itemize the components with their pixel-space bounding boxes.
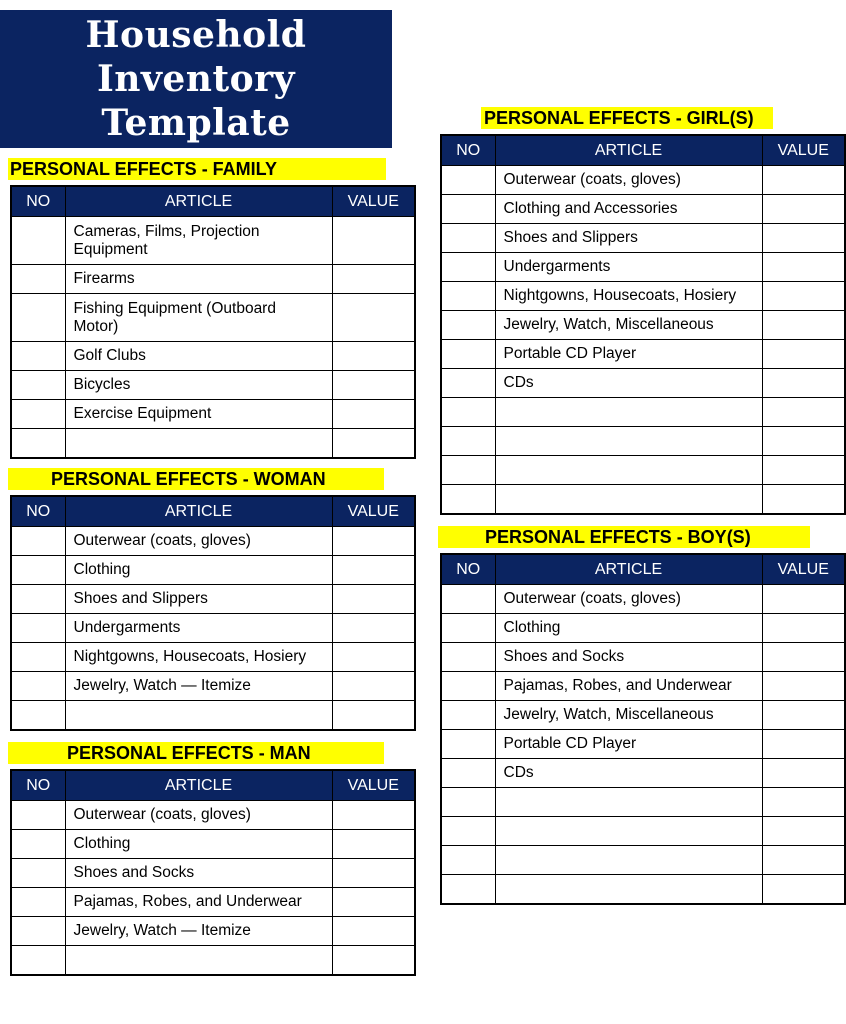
no-cell[interactable] (441, 817, 495, 846)
value-cell[interactable] (762, 369, 845, 398)
value-cell[interactable] (332, 342, 415, 371)
article-cell: Shoes and Socks (495, 643, 762, 672)
table-row (11, 556, 415, 585)
value-cell[interactable] (762, 730, 845, 759)
value-cell[interactable] (762, 672, 845, 701)
inventory-table-woman (10, 495, 416, 731)
article-cell: Golf Clubs (65, 342, 332, 371)
article-cell: Bicycles (65, 371, 332, 400)
no-cell[interactable] (441, 614, 495, 643)
table-row (441, 456, 845, 485)
value-cell[interactable] (332, 946, 415, 975)
value-cell[interactable] (762, 759, 845, 788)
no-cell[interactable] (441, 701, 495, 730)
article-cell (495, 817, 762, 846)
column-header-no: NO (441, 135, 495, 166)
value-cell[interactable] (332, 294, 415, 342)
no-cell[interactable] (11, 400, 65, 429)
value-cell[interactable] (762, 701, 845, 730)
table-row (11, 371, 415, 400)
value-cell[interactable] (332, 614, 415, 643)
no-cell[interactable] (11, 614, 65, 643)
article-cell (495, 485, 762, 514)
table-row (11, 946, 415, 975)
value-cell[interactable] (762, 166, 845, 195)
value-cell[interactable] (332, 801, 415, 830)
no-cell[interactable] (441, 195, 495, 224)
title-line: Household (85, 14, 307, 56)
column-header-article: ARTICLE (495, 554, 762, 585)
table-row (11, 859, 415, 888)
inventory-table-man (10, 769, 416, 976)
no-cell[interactable] (441, 166, 495, 195)
value-cell[interactable] (332, 556, 415, 585)
value-cell[interactable] (332, 527, 415, 556)
article-cell: Outerwear (coats, gloves) (65, 801, 332, 830)
article-cell: Shoes and Slippers (495, 224, 762, 253)
table-row (441, 643, 845, 672)
no-cell[interactable] (11, 946, 65, 975)
article-cell (495, 875, 762, 904)
no-cell[interactable] (441, 224, 495, 253)
inventory-table-girls (440, 134, 846, 515)
no-cell[interactable] (441, 282, 495, 311)
table-row (11, 830, 415, 859)
value-cell[interactable] (762, 875, 845, 904)
value-cell[interactable] (332, 917, 415, 946)
article-cell: Undergarments (65, 614, 332, 643)
column-header-no: NO (441, 554, 495, 585)
table-row (441, 282, 845, 311)
table-row (441, 485, 845, 514)
section-heading-family: PERSONAL EFFECTS - FAMILY (8, 158, 386, 180)
table-row (441, 701, 845, 730)
inventory-table-boys (440, 553, 846, 905)
article-cell: Jewelry, Watch — Itemize (65, 917, 332, 946)
table-row (441, 585, 845, 614)
no-cell[interactable] (11, 888, 65, 917)
no-cell[interactable] (441, 585, 495, 614)
table-row (441, 253, 845, 282)
article-cell: Clothing (65, 556, 332, 585)
column-header-value: VALUE (332, 186, 415, 217)
title-line: Template (101, 102, 291, 144)
no-cell[interactable] (11, 342, 65, 371)
value-cell[interactable] (332, 371, 415, 400)
table-row (441, 817, 845, 846)
section-heading-boys: PERSONAL EFFECTS - BOY(S) (438, 526, 810, 548)
table-row (441, 224, 845, 253)
column-header-value: VALUE (332, 770, 415, 801)
article-cell: CDs (495, 759, 762, 788)
value-cell[interactable] (762, 485, 845, 514)
no-cell[interactable] (11, 917, 65, 946)
article-cell (65, 946, 332, 975)
value-cell[interactable] (762, 253, 845, 282)
no-cell[interactable] (11, 672, 65, 701)
title-line: Inventory (96, 58, 296, 100)
value-cell[interactable] (762, 846, 845, 875)
value-cell[interactable] (762, 340, 845, 369)
value-cell[interactable] (332, 643, 415, 672)
article-cell (495, 398, 762, 427)
column-header-article: ARTICLE (495, 135, 762, 166)
no-cell[interactable] (441, 672, 495, 701)
column-header-article: ARTICLE (65, 186, 332, 217)
value-cell[interactable] (332, 585, 415, 614)
table-row (441, 788, 845, 817)
no-cell[interactable] (441, 311, 495, 340)
value-cell[interactable] (332, 701, 415, 730)
table-row (441, 875, 845, 904)
article-cell: Jewelry, Watch — Itemize (65, 672, 332, 701)
article-cell: Shoes and Socks (65, 859, 332, 888)
no-cell[interactable] (441, 875, 495, 904)
table-row (441, 398, 845, 427)
no-cell[interactable] (11, 830, 65, 859)
value-cell[interactable] (762, 195, 845, 224)
article-cell: Nightgowns, Housecoats, Hosiery (495, 282, 762, 311)
table-row (11, 527, 415, 556)
value-cell[interactable] (762, 788, 845, 817)
no-cell[interactable] (441, 643, 495, 672)
section-heading-woman: PERSONAL EFFECTS - WOMAN (8, 468, 384, 490)
value-cell[interactable] (332, 400, 415, 429)
article-cell: Jewelry, Watch, Miscellaneous (495, 311, 762, 340)
column-header-no: NO (11, 496, 65, 527)
no-cell[interactable] (11, 801, 65, 830)
no-cell[interactable] (441, 730, 495, 759)
column-header-value: VALUE (762, 554, 845, 585)
no-cell[interactable] (11, 217, 65, 265)
article-cell: Fishing Equipment (Outboard Motor) (65, 294, 332, 342)
table-row (441, 369, 845, 398)
article-cell: Outerwear (coats, gloves) (65, 527, 332, 556)
value-cell[interactable] (762, 311, 845, 340)
no-cell[interactable] (11, 429, 65, 458)
table-row (11, 342, 415, 371)
column-header-article: ARTICLE (65, 770, 332, 801)
no-cell[interactable] (11, 556, 65, 585)
no-cell[interactable] (441, 456, 495, 485)
section-heading-girls: PERSONAL EFFECTS - GIRL(S) (481, 107, 773, 129)
no-cell[interactable] (11, 701, 65, 730)
table-row (441, 672, 845, 701)
value-cell[interactable] (332, 217, 415, 265)
table-header-row (11, 496, 415, 527)
table-row (11, 917, 415, 946)
table-row (11, 400, 415, 429)
table-row (441, 195, 845, 224)
table-header-row (441, 554, 845, 585)
article-cell: Cameras, Films, Projection Equipment (65, 217, 332, 265)
column-header-value: VALUE (762, 135, 845, 166)
value-cell[interactable] (762, 817, 845, 846)
value-cell[interactable] (762, 224, 845, 253)
article-cell: Outerwear (coats, gloves) (495, 585, 762, 614)
value-cell[interactable] (762, 427, 845, 456)
table-row (11, 429, 415, 458)
table-row (11, 643, 415, 672)
article-cell: Clothing and Accessories (495, 195, 762, 224)
table-row (441, 340, 845, 369)
table-row (441, 427, 845, 456)
no-cell[interactable] (441, 759, 495, 788)
article-cell (495, 846, 762, 875)
no-cell[interactable] (441, 398, 495, 427)
no-cell[interactable] (11, 294, 65, 342)
value-cell[interactable] (332, 429, 415, 458)
table-header-row (11, 770, 415, 801)
article-cell: CDs (495, 369, 762, 398)
no-cell[interactable] (441, 369, 495, 398)
table-row (11, 217, 415, 265)
article-cell: Outerwear (coats, gloves) (495, 166, 762, 195)
no-cell[interactable] (441, 485, 495, 514)
article-cell: Firearms (65, 265, 332, 294)
article-cell: Pajamas, Robes, and Underwear (495, 672, 762, 701)
article-cell: Portable CD Player (495, 340, 762, 369)
value-cell[interactable] (332, 888, 415, 917)
article-cell: Shoes and Slippers (65, 585, 332, 614)
article-cell: Clothing (495, 614, 762, 643)
no-cell[interactable] (11, 265, 65, 294)
table-row (441, 614, 845, 643)
article-cell (495, 456, 762, 485)
table-row (441, 730, 845, 759)
no-cell[interactable] (11, 527, 65, 556)
inventory-table-family (10, 185, 416, 459)
no-cell[interactable] (441, 340, 495, 369)
table-row (441, 846, 845, 875)
no-cell[interactable] (441, 846, 495, 875)
article-cell (65, 701, 332, 730)
article-cell: Portable CD Player (495, 730, 762, 759)
value-cell[interactable] (332, 265, 415, 294)
article-cell (495, 427, 762, 456)
column-header-no: NO (11, 770, 65, 801)
table-row (11, 888, 415, 917)
article-cell: Clothing (65, 830, 332, 859)
article-cell: Exercise Equipment (65, 400, 332, 429)
no-cell[interactable] (441, 788, 495, 817)
table-row (11, 265, 415, 294)
no-cell[interactable] (441, 427, 495, 456)
table-row (11, 701, 415, 730)
value-cell[interactable] (762, 585, 845, 614)
value-cell[interactable] (762, 282, 845, 311)
table-row (11, 585, 415, 614)
table-header-row (441, 135, 845, 166)
no-cell[interactable] (11, 371, 65, 400)
value-cell[interactable] (762, 456, 845, 485)
table-row (441, 166, 845, 195)
table-row (441, 759, 845, 788)
no-cell[interactable] (441, 253, 495, 282)
value-cell[interactable] (762, 614, 845, 643)
no-cell[interactable] (11, 643, 65, 672)
table-row (441, 311, 845, 340)
section-heading-man: PERSONAL EFFECTS - MAN (8, 742, 384, 764)
table-header-row (11, 186, 415, 217)
article-cell: Jewelry, Watch, Miscellaneous (495, 701, 762, 730)
value-cell[interactable] (762, 398, 845, 427)
table-row (11, 614, 415, 643)
table-row (11, 801, 415, 830)
column-header-no: NO (11, 186, 65, 217)
value-cell[interactable] (332, 859, 415, 888)
value-cell[interactable] (332, 672, 415, 701)
value-cell[interactable] (762, 643, 845, 672)
article-cell (495, 788, 762, 817)
table-row (11, 294, 415, 342)
column-header-article: ARTICLE (65, 496, 332, 527)
article-cell (65, 429, 332, 458)
document-title (0, 10, 392, 148)
table-row (11, 672, 415, 701)
value-cell[interactable] (332, 830, 415, 859)
article-cell: Pajamas, Robes, and Underwear (65, 888, 332, 917)
article-cell: Undergarments (495, 253, 762, 282)
article-cell: Nightgowns, Housecoats, Hosiery (65, 643, 332, 672)
no-cell[interactable] (11, 585, 65, 614)
column-header-value: VALUE (332, 496, 415, 527)
no-cell[interactable] (11, 859, 65, 888)
